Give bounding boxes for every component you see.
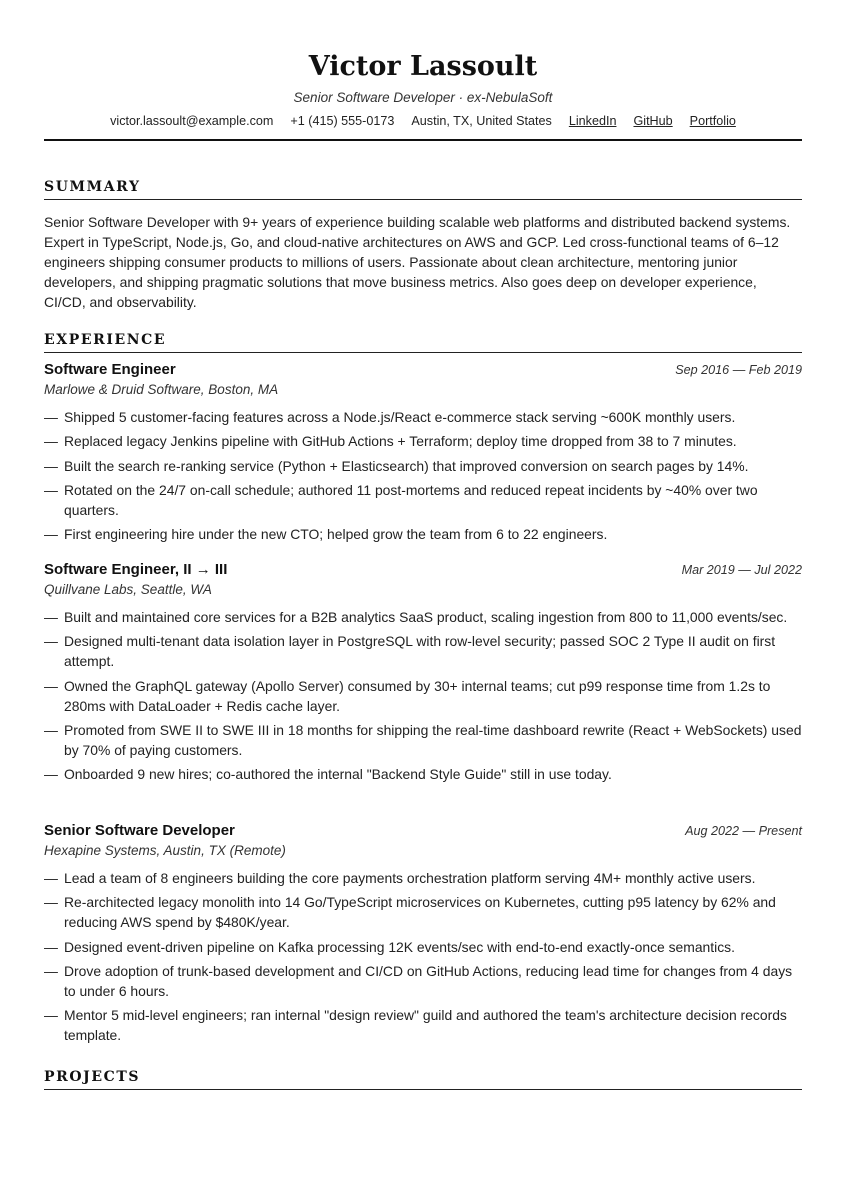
job-company: Marlowe & Druid Software, Boston, MA <box>44 382 279 397</box>
bullet-text: Lead a team of 8 engineers building the core payments orchestration platform serving 4M+ monthly active users. <box>64 870 756 886</box>
contact-email: victor.lassoult@example.com <box>110 114 274 128</box>
bullet-item <box>44 937 802 957</box>
bullet-dash: — <box>44 409 58 425</box>
bullet-item <box>44 524 802 544</box>
bullet-item <box>44 607 802 627</box>
job-title: Software Engineer <box>44 361 176 378</box>
bullet-dash: — <box>44 938 58 955</box>
bullet-item <box>44 764 802 784</box>
bullet-item <box>44 456 802 476</box>
contact-location: Austin, TX, United States <box>411 114 552 128</box>
bullet-text: Owned the GraphQL gateway (Apollo Server) consumed by 30+ internal teams; cut p99 response time from 1.2s to 280ms with DataLoader + Redis cache layer. <box>64 677 771 714</box>
section-heading-experience: EXPERIENCE <box>44 331 802 353</box>
header-divider <box>44 139 802 141</box>
bullet-text: Built the search re-ranking service (Python + Elasticsearch) that improved conversion on search pages by 14%. <box>64 457 749 474</box>
section-heading-projects: PROJECTS <box>44 1068 802 1090</box>
bullet-dash: — <box>44 962 58 979</box>
bullet-text: Shipped 5 customer-facing features across a Node.js/React e-commerce stack serving ~600K monthly users. <box>64 409 736 425</box>
bullet-item <box>44 1005 802 1045</box>
bullet-text: Mentor 5 mid-level engineers; ran internal "design review" guild and authored the team's architecture decision records template. <box>64 1007 787 1044</box>
bullet-dash: — <box>44 609 58 625</box>
bullet-item <box>44 961 802 1001</box>
job-entry <box>44 821 802 1049</box>
section-heading-summary: SUMMARY <box>44 178 802 200</box>
bullet-text: Drove adoption of trunk-based development and CI/CD on GitHub Actions, reducing lead time for changes from 4 days to under 6 hours. <box>64 962 793 999</box>
portfolio-link[interactable]: Portfolio <box>689 114 736 128</box>
contact-bar <box>44 112 802 130</box>
bullet-text: Rotated on the 24/7 on-call schedule; authored 11 post-mortems and reduced repeat incidents by ~40% over two quarters. <box>64 481 758 518</box>
bullet-text: Onboarded 9 new hires; co-authored the internal "Backend Style Guide" still in use today. <box>64 766 612 783</box>
bullet-dash: — <box>44 1007 58 1024</box>
bullet-dash: — <box>44 870 58 886</box>
job-bullets <box>44 607 802 784</box>
job-dates: Sep 2016 — Feb 2019 <box>675 363 802 377</box>
bullet-dash: — <box>44 677 58 694</box>
job-dates: Mar 2019 — Jul 2022 <box>681 563 802 577</box>
contact-phone: +1 (415) 555-0173 <box>290 114 395 128</box>
job-company: Quillvane Labs, Seattle, WA <box>44 582 212 597</box>
bullet-dash: — <box>44 526 58 543</box>
job-bullets <box>44 868 802 1045</box>
job-title: Senior Software Developer <box>44 822 235 839</box>
bullet-text: Re-architected legacy monolith into 14 Go/TypeScript microservices on Kubernetes, cutting p95 latency by 62% and reducing AWS spend by $480K/year. <box>64 894 776 931</box>
bullet-text: First engineering hire under the new CTO; helped grow the team from 6 to 22 engineers. <box>64 526 608 543</box>
bullet-text: Designed multi-tenant data isolation layer in PostgreSQL with row-level security; passed SOC 2 Type II audit on first attempt. <box>64 633 776 670</box>
bullet-dash: — <box>44 894 58 911</box>
bullet-item <box>44 631 802 671</box>
job-bullets <box>44 407 802 544</box>
job-title: Software Engineer, II → III <box>44 561 228 578</box>
bullet-text: Designed event-driven pipeline on Kafka processing 12K events/sec with end-to-end exactly-once semantics. <box>64 938 735 955</box>
bullet-item <box>44 431 802 451</box>
job-header <box>44 560 802 580</box>
job-header <box>44 360 802 380</box>
bullet-text: Replaced legacy Jenkins pipeline with GitHub Actions + Terraform; deploy time dropped from 38 to 7 minutes. <box>64 433 737 450</box>
job-entry <box>44 360 802 548</box>
candidate-subtitle: Senior Software Developer · ex-NebulaSoft <box>293 90 553 105</box>
job-entry <box>44 560 802 788</box>
resume-page <box>44 0 802 1085</box>
bullet-item <box>44 407 802 427</box>
bullet-item <box>44 676 802 716</box>
bullet-text: Promoted from SWE II to SWE III in 18 months for shipping the real-time dashboard rewrite (React + WebSockets) used by 70% of paying customers. <box>64 721 802 758</box>
job-dates: Aug 2022 — Present <box>685 824 802 838</box>
bullet-item <box>44 868 802 888</box>
bullet-dash: — <box>44 721 58 738</box>
bullet-text: Built and maintained core services for a B2B analytics SaaS product, scaling ingestion from 800 to 11,000 events/sec. <box>64 609 788 625</box>
candidate-name: Victor Lassoult <box>308 51 538 82</box>
bullet-dash: — <box>44 633 58 650</box>
bullet-dash: — <box>44 457 58 474</box>
bullet-dash: — <box>44 433 58 450</box>
resume-header <box>44 0 802 130</box>
github-link[interactable]: GitHub <box>633 114 673 128</box>
summary-paragraph: Senior Software Developer with 9+ years of experience building scalable web platforms and distributed backend systems. Expert in TypeScript, Node.js, Go, and cloud-native architectures on AWS and GCP. Led cross-functional teams of 6–12 engineers shipping consumer products to millions of users. Passionate about clean architecture, mentoring junior developers, and shipping pragmatic solutions that move business metrics. Also goes deep on developer experience, CI/CD, and observability. <box>44 214 791 310</box>
bullet-dash: — <box>44 766 58 783</box>
bullet-item <box>44 480 802 520</box>
linkedin-link[interactable]: LinkedIn <box>568 114 617 128</box>
bullet-item <box>44 720 802 760</box>
bullet-dash: — <box>44 481 58 498</box>
job-company: Hexapine Systems, Austin, TX (Remote) <box>44 843 286 858</box>
bullet-item <box>44 892 802 932</box>
job-header <box>44 821 802 841</box>
